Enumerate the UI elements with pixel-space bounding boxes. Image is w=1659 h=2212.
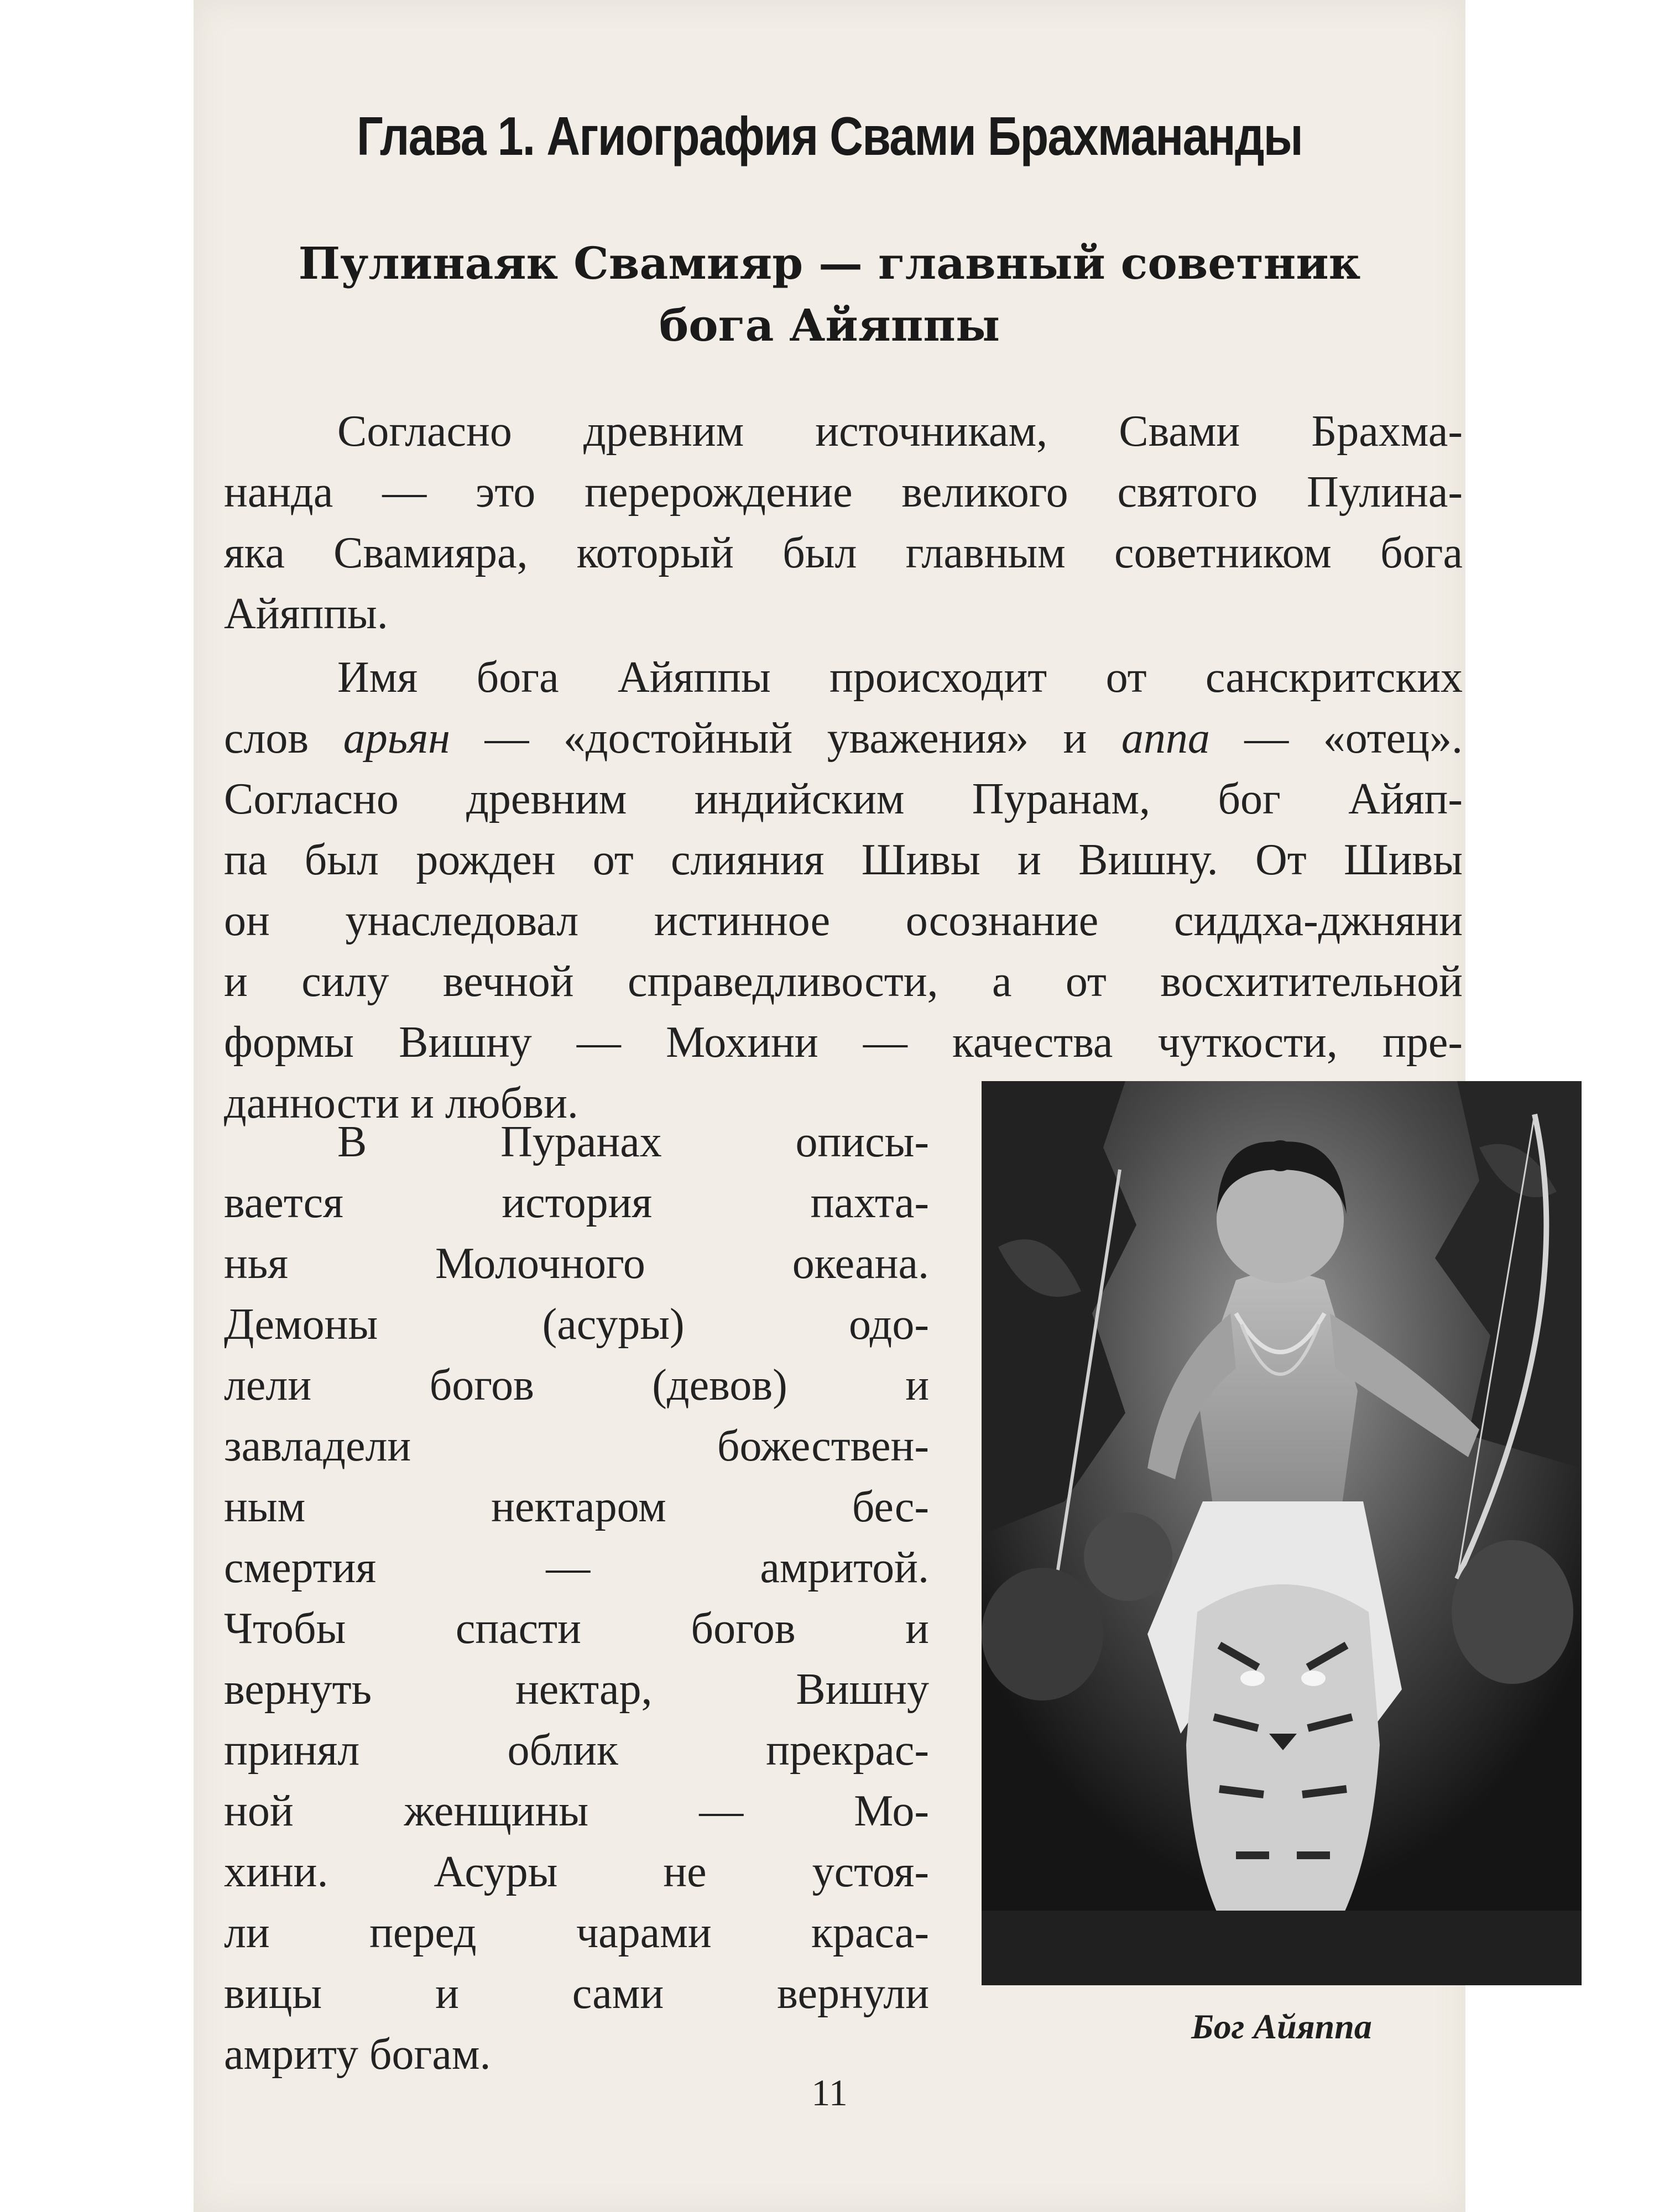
text-line: хини. Асуры не устоя- [224, 1848, 929, 1896]
section-title [194, 232, 1465, 356]
text-line: завладели божествен- [224, 1422, 929, 1470]
paragraph-1 [224, 401, 1463, 644]
text-fragment: — «отец». [1209, 714, 1463, 763]
text-line: яка Свамияра, который был главным советником бога [224, 529, 1463, 577]
book-page [194, 0, 1465, 2212]
section-title-line: Пулинаяк Свамияр — главный советник [298, 237, 1361, 289]
text-line: ли перед чарами краса- [224, 1908, 929, 1957]
sanskrit-term: аппа [1121, 714, 1210, 763]
text-line: В Пуранах описы- [337, 1118, 929, 1166]
text-line: вицы и сами вернули [224, 1969, 929, 2018]
text-line: амриту богам. [224, 2030, 491, 2079]
text-line: вернуть нектар, Вишну [224, 1665, 929, 1714]
text-line: формы Вишну — Мохини — качества чуткости, пре- [224, 1018, 1463, 1067]
text-line: он унаследовал истинное осознание сиддха-джняни [224, 896, 1463, 945]
text-line: ным нектаром бес- [224, 1483, 929, 1531]
text-line: Чтобы спасти богов и [224, 1604, 929, 1653]
ayyappa-illustration [982, 1081, 1582, 1985]
text-line: Имя бога Айяппы происходит от санскритских [337, 653, 1463, 702]
text-line: Демоны (асуры) одо- [224, 1300, 929, 1349]
sanskrit-term: арьян [343, 714, 450, 763]
text-line: ной женщины — Мо- [224, 1787, 929, 1835]
text-line: лели богов (девов) и [224, 1361, 929, 1410]
text-fragment: — «достойный уважения» и [450, 714, 1121, 763]
text-line: Согласно древним источникам, Свами Брахма- [337, 407, 1463, 456]
paragraph-3 [224, 1112, 929, 2085]
text-line: данности и любви. [224, 1079, 578, 1128]
text-line: па был рожден от слияния Шивы и Вишну. От Шивы [224, 836, 1463, 884]
text-line: смертия — амритой. [224, 1543, 929, 1592]
text-line: нья Молочного океана. [224, 1239, 929, 1288]
text-line: и силу вечной справедливости, а от восхитительной [224, 957, 1463, 1006]
text-line: Согласно древним индийским Пуранам, бог Айяп- [224, 775, 1463, 823]
text-line: принял облик прекрас- [224, 1726, 929, 1775]
page-number: 11 [811, 2072, 848, 2114]
text-line: нанда — это перерождение великого святого Пулина- [224, 468, 1463, 517]
text-line: вается история пахта- [224, 1178, 929, 1227]
text-fragment: слов [224, 714, 343, 763]
text-line-with-terms [224, 708, 1463, 769]
section-title-line: бога Айяппы [659, 299, 1000, 351]
chapter-title: Глава 1. Агиография Свами Брахмананды [356, 106, 1302, 166]
paragraph-2 [224, 647, 1463, 1134]
illustration-caption: Бог Айяппа [1191, 2007, 1372, 2046]
text-line: Айяппы. [224, 589, 388, 638]
